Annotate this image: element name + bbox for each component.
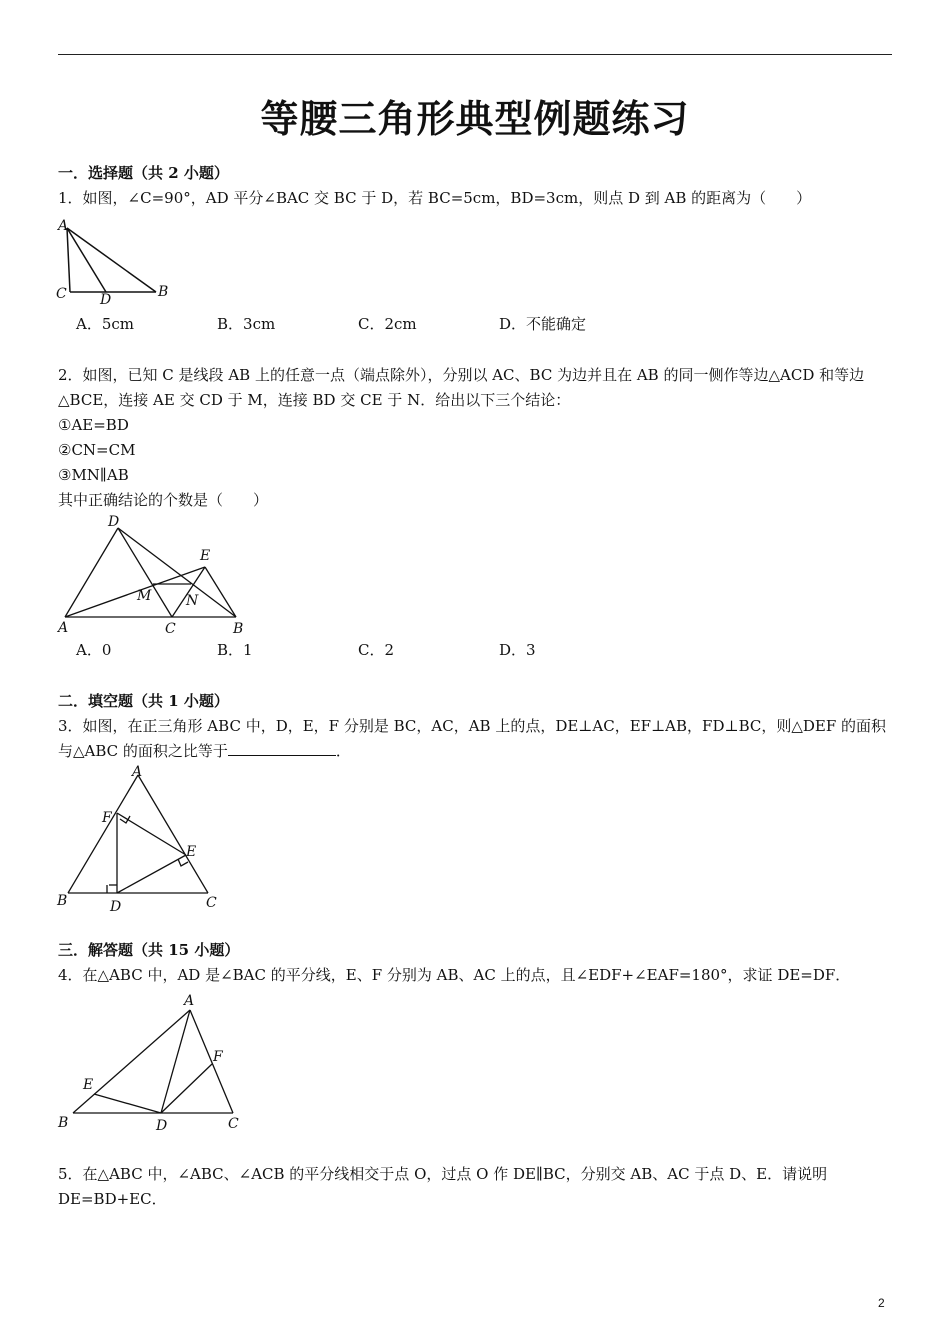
q4-label-a: A <box>184 993 195 1009</box>
q1-option-c[interactable]: C．2cm <box>358 315 417 333</box>
q1-label-a: A <box>58 218 69 234</box>
q1-label-d: D <box>100 292 112 308</box>
q2-label-n: N <box>186 593 199 609</box>
q2-conclusion-1: ①AE=BD <box>58 416 129 434</box>
q1-option-a[interactable]: A．5cm <box>76 315 135 333</box>
q3-label-b: B <box>57 893 68 909</box>
q2-label-d: D <box>108 514 120 530</box>
q4-label-c: C <box>228 1116 239 1132</box>
q4-label-d: D <box>156 1118 168 1134</box>
q2-label-c: C <box>165 621 176 637</box>
q4-figure <box>50 990 250 1132</box>
q3-answer-blank[interactable] <box>228 739 336 756</box>
q3-text-after: ． <box>335 742 351 760</box>
q2-option-c[interactable]: C．2 <box>358 641 395 659</box>
q2-conclusion-3: ③MN∥AB <box>58 466 129 484</box>
q2-conclusion-2: ②CN=CM <box>58 441 136 459</box>
page-title: 等腰三角形典型例题练习 <box>260 96 690 141</box>
question-4-text: 4．在△ABC 中，AD 是∠BAC 的平分线，E、F 分别为 AB、AC 上的点，且∠EDF+∠EAF=180°，求证 DE=DF． <box>58 966 851 984</box>
section-heading-solution: 三．解答题（共 15 小题） <box>58 941 240 959</box>
q1-option-d[interactable]: D．不能确定 <box>499 315 587 333</box>
q4-label-b: B <box>58 1115 69 1131</box>
q1-option-b[interactable]: B．3cm <box>217 315 276 333</box>
q2-label-m: M <box>137 588 152 604</box>
question-3-text <box>58 714 892 764</box>
q2-figure <box>50 512 250 640</box>
q2-option-a[interactable]: A．0 <box>76 641 112 659</box>
q2-label-e: E <box>200 548 211 564</box>
q3-figure <box>50 763 230 915</box>
q2-option-b[interactable]: B．1 <box>217 641 253 659</box>
section-heading-choice: 一．选择题（共 2 小题） <box>58 164 229 182</box>
q2-label-a: A <box>58 620 69 636</box>
question-1-text: 1．如图，∠C=90°，AD 平分∠BAC 交 BC 于 D，若 BC=5cm，BD=3cm，则点 D 到 AB 的距离为（ ） <box>58 189 812 207</box>
q3-label-d: D <box>110 899 122 915</box>
q1-figure <box>50 216 180 308</box>
q3-label-a: A <box>132 764 143 780</box>
q3-label-e: E <box>186 844 197 860</box>
section-heading-fill: 二．填空题（共 1 小题） <box>58 692 229 710</box>
q4-label-e: E <box>83 1077 94 1093</box>
q2-option-d[interactable]: D．3 <box>499 641 536 659</box>
q1-label-b: B <box>158 284 169 300</box>
page-number: 2 <box>878 1296 885 1310</box>
q2-question: 其中正确结论的个数是（ ） <box>58 491 269 509</box>
question-2-text: 2．如图，已知 C 是线段 AB 上的任意一点（端点除外），分别以 AC、BC 为边并且在 AB 的同一侧作等边△ACD 和等边△BCE，连接 AE 交 CD 于 M，连接 BD 交 CE 于 N．给出以下三个结论： <box>58 366 865 409</box>
q3-label-f: F <box>102 810 112 826</box>
question-5-text: 5．在△ABC 中，∠ABC、∠ACB 的平分线相交于点 O，过点 O 作 DE∥BC，分别交 AB、AC 于点 D、E．请说明 DE=BD+EC． <box>58 1165 828 1208</box>
q3-text-before: 3．如图，在正三角形 ABC 中，D，E，F 分别是 BC，AC，AB 上的点，DE⊥AC，EF⊥AB，FD⊥BC，则△DEF 的面积与△ABC 的面积之比等于 <box>58 717 887 760</box>
q4-label-f: F <box>213 1049 223 1065</box>
q3-label-c: C <box>206 895 217 911</box>
q2-label-b: B <box>233 621 244 637</box>
header-rule <box>58 54 892 55</box>
q1-label-c: C <box>56 286 67 302</box>
